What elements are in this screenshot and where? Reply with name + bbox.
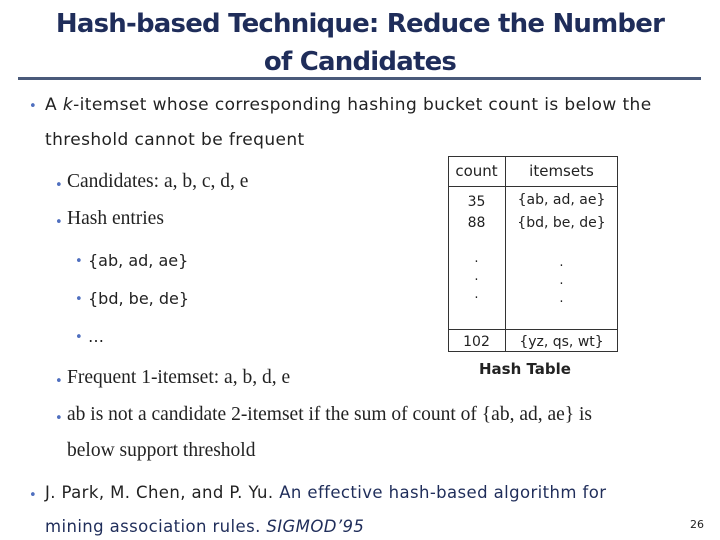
bullet-dot: • bbox=[55, 178, 63, 193]
bullet-dot: • bbox=[75, 254, 83, 269]
page-number: 26 bbox=[690, 518, 704, 531]
bullet-kitemset-k: k bbox=[62, 95, 74, 115]
hash-table-count: 102 bbox=[463, 334, 490, 350]
bullet-dot: • bbox=[55, 215, 63, 230]
hash-table-ellipsis-itemsets bbox=[505, 254, 618, 308]
hash-table bbox=[448, 156, 618, 354]
hash-table-itemsets: {yz, qs, wt} bbox=[519, 334, 604, 350]
bullet-dot: • bbox=[55, 411, 63, 426]
candidates-text: Candidates: a, b, c, d, e bbox=[67, 171, 249, 192]
hash-table-dot: . bbox=[559, 273, 564, 288]
bullet-kitemset-rest: -itemset whose corresponding hashing bucket count is below the bbox=[73, 95, 652, 115]
hash-table-caption: Hash Table bbox=[479, 360, 571, 378]
hash-table-count: 88 bbox=[467, 215, 486, 231]
title-line-2: of Candidates bbox=[263, 47, 457, 77]
bullet-kitemset-line1 bbox=[45, 95, 652, 115]
bullet-dot: • bbox=[55, 374, 63, 389]
hash-table-dot: . bbox=[559, 255, 564, 270]
hash-table-header-count: count bbox=[455, 162, 498, 180]
bullet-dot: • bbox=[75, 292, 83, 307]
hash-table-itemsets: {ab, ad, ae} bbox=[517, 192, 606, 208]
title-line-1: Hash-based Technique: Reduce the Number bbox=[55, 9, 665, 39]
hash-entry-ellipsis: … bbox=[88, 327, 104, 346]
bullet-kitemset-line2: threshold cannot be frequent bbox=[45, 130, 305, 150]
hash-table-itemsets: {bd, be, de} bbox=[517, 215, 606, 231]
hash-table-dot: . bbox=[559, 291, 564, 306]
hash-entry-1: {ab, ad, ae} bbox=[88, 251, 189, 270]
reference-venue: SIGMOD’95 bbox=[266, 517, 365, 536]
reference-line1 bbox=[45, 483, 606, 502]
hash-table-dot: . bbox=[474, 251, 479, 266]
reference-authors: J. Park, M. Chen, and P. Yu. bbox=[45, 483, 280, 502]
hash-table-header-divider bbox=[448, 186, 618, 187]
bullet-dot: • bbox=[29, 488, 37, 503]
hash-table-ellipsis-count bbox=[448, 250, 505, 304]
reference-title: An effective hash-based algorithm for bbox=[279, 483, 607, 502]
hash-table-count: 35 bbox=[467, 194, 486, 210]
hash-entry-2: {bd, be, de} bbox=[88, 289, 190, 308]
reference-line2 bbox=[45, 517, 364, 536]
title-underline bbox=[18, 77, 701, 80]
bullet-dot: • bbox=[29, 99, 37, 114]
bullet-dot: • bbox=[75, 330, 83, 345]
hash-table-dot: . bbox=[474, 269, 479, 284]
bullet-kitemset-prefix: A bbox=[45, 95, 63, 115]
ab-not-candidate-line2: below support threshold bbox=[67, 440, 256, 461]
ab-not-candidate-line1: ab is not a candidate 2-itemset if the sum of count of {ab, ad, ae} is bbox=[67, 404, 593, 425]
hash-table-dot: . bbox=[474, 287, 479, 302]
hash-entries-text: Hash entries bbox=[67, 208, 164, 229]
frequent-itemset-text: Frequent 1-itemset: a, b, d, e bbox=[67, 367, 291, 388]
hash-table-header-itemsets: itemsets bbox=[529, 162, 594, 180]
hash-table-last-row-divider bbox=[448, 329, 618, 330]
reference-title-cont: mining association rules. bbox=[45, 517, 267, 536]
